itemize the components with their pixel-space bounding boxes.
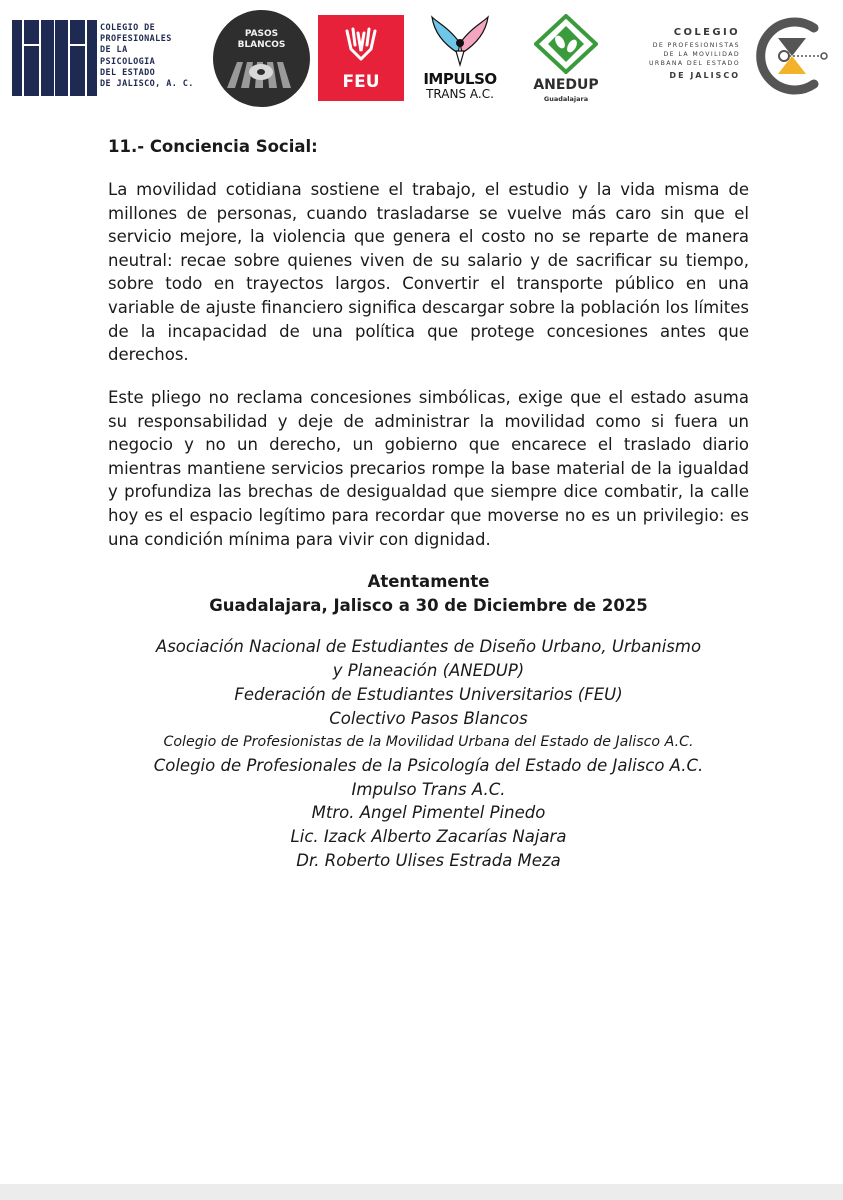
signatory-line: y Planeación (ANEDUP) [332, 661, 525, 680]
signatory-line: Mtro. Angel Pimentel Pinedo [311, 803, 546, 822]
movilidad-college-logo [632, 27, 744, 89]
place-and-date: Guadalajara, Jalisco a 30 de Diciembre de 2025 [209, 596, 648, 615]
anedup-logo-text: ANEDUP [533, 77, 599, 93]
pasos-blancos-logo [213, 10, 310, 107]
movilidad-logo-line-1: COLEGIO [673, 27, 740, 38]
closing-salutation: Atentamente [367, 572, 490, 591]
feu-logo-text: FEU [342, 72, 380, 92]
impulso-logo-text: IMPULSO [423, 70, 497, 88]
movilidad-logo-line-5: DE JALISCO [669, 71, 740, 80]
anedup-diamond-icon [534, 14, 598, 74]
crosswalk-icon [227, 58, 297, 88]
pasos-blancos-logo-text: PASOS BLANCOS [237, 29, 286, 50]
movilidad-logo-line-3: DE LA MOVILIDAD [663, 51, 740, 58]
paragraph-1: La movilidad cotidiana sostiene el trabajo, el estudio y la vida misma de millones de personas, cuando trasladarse se vuelve más caro sin que el servicio mejore, la violencia que genera el costo no se reparte de manera neutral: recae sobre quienes viven de su salario y de sacrificar su tiempo, sobre todo en trayectos largos. Convertir el transporte público en una variable de ajuste financiero significa descargar sobre la población los límites de la incapacidad de una política que protege concesiones antes que derechos. [108, 180, 749, 365]
impulso-trans-logo [414, 13, 506, 103]
paragraph-2: Este pliego no reclama concesiones simbólicas, exige que el estado asuma su responsabilidad y deje de administrar la movilidad como si fuera un negocio y no un derecho, un gobierno que encarece el traslado diario mientras mantiene servicios precarios rompe la base material de la igualdad y profundiza las brechas de desigualdad que siempre dice combatir, la calle hoy es el espacio legítimo para recordar que moverse no es un privilegio: es una condición mínima para vivir con dignidad. [108, 388, 749, 549]
anedup-logo [520, 14, 612, 106]
signatory-line: Impulso Trans A.C. [351, 780, 506, 799]
signatory-line: Lic. Izack Alberto Zacarías Najara [290, 827, 567, 846]
signatory-line: Federación de Estudiantes Universitarios (FEU) [234, 685, 623, 704]
hands-icon [339, 25, 383, 65]
signatory-line: Dr. Roberto Ulises Estrada Meza [296, 851, 561, 870]
psicologia-mark-icon [12, 20, 97, 96]
signatory-line: Asociación Nacional de Estudiantes de Diseño Urbano, Urbanismo [155, 637, 702, 656]
psicologia-college-logo [12, 20, 206, 96]
emblem-icon [752, 14, 832, 98]
wings-icon [430, 13, 490, 69]
movilidad-logo-line-4: URBANA DEL ESTADO [648, 60, 740, 67]
section-heading: 11.- Conciencia Social: [108, 137, 318, 156]
signatory-line: Colegio de Profesionistas de la Movilidad Urbana del Estado de Jalisco A.C. [163, 734, 694, 750]
signatory-line: Colegio de Profesionales de la Psicología del Estado de Jalisco A.C. [153, 756, 704, 775]
psicologia-logo-text: COLEGIO DE PROFESIONALES DE LA PSICOLOGIA DEL ESTADO DE JALISCO, A. C. [100, 23, 194, 90]
anedup-logo-subtext: Guadalajara [543, 95, 589, 103]
page-bottom-edge [0, 1184, 843, 1200]
movilidad-emblem-logo [752, 14, 832, 98]
movilidad-logo-line-2: DE PROFESIONISTAS [652, 42, 740, 49]
feu-logo [318, 15, 404, 101]
impulso-logo-subtext: TRANS A.C. [426, 87, 494, 101]
signatory-line: Colectivo Pasos Blancos [329, 709, 528, 728]
